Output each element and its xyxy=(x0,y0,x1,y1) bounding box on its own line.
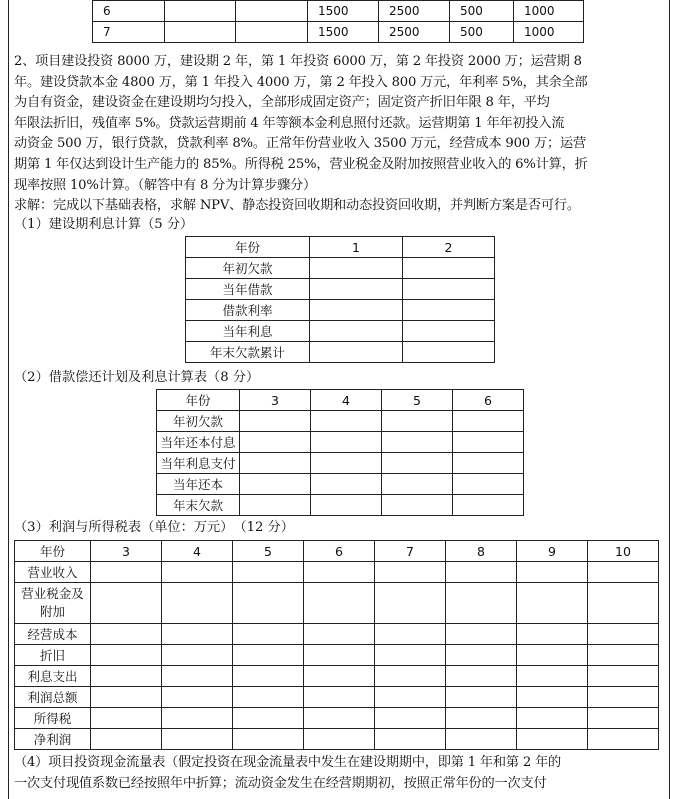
table-cell xyxy=(165,22,236,43)
input-cell[interactable] xyxy=(233,562,304,583)
input-cell[interactable] xyxy=(375,729,446,750)
input-cell[interactable] xyxy=(304,666,375,687)
input-cell[interactable] xyxy=(310,279,403,300)
problem-line: 动资金 500 万，银行贷款，贷款利率 8%。正常年份营业收入 3500 万元，经营成本 900 万；运营 xyxy=(14,136,586,152)
input-cell[interactable] xyxy=(162,645,233,666)
input-cell[interactable] xyxy=(382,411,453,432)
input-cell[interactable] xyxy=(446,645,517,666)
input-cell[interactable] xyxy=(310,258,403,279)
column-header: 3 xyxy=(91,541,162,562)
input-cell[interactable] xyxy=(233,583,304,624)
table-cell: 500 xyxy=(450,22,514,43)
column-header: 4 xyxy=(311,390,382,411)
table-row xyxy=(15,666,659,687)
row-label: 当年还本 xyxy=(157,474,240,495)
section-4-text xyxy=(14,753,664,794)
input-cell[interactable] xyxy=(240,474,311,495)
input-cell[interactable] xyxy=(588,687,659,708)
column-header: 3 xyxy=(240,390,311,411)
input-cell[interactable] xyxy=(375,583,446,624)
table-row xyxy=(157,411,524,432)
table-cell: 1000 xyxy=(514,1,584,22)
table-header-row xyxy=(186,237,495,258)
table-row xyxy=(15,583,659,624)
input-cell[interactable] xyxy=(311,474,382,495)
table-cell: 500 xyxy=(450,1,514,22)
column-header: 7 xyxy=(375,541,446,562)
input-cell[interactable] xyxy=(310,321,403,342)
column-header: 10 xyxy=(588,541,659,562)
table-cell: 1500 xyxy=(308,1,379,22)
input-cell[interactable] xyxy=(517,687,588,708)
column-header: 8 xyxy=(446,541,517,562)
input-cell[interactable] xyxy=(240,495,311,516)
column-header: 1 xyxy=(310,237,403,258)
input-cell[interactable] xyxy=(91,708,162,729)
input-cell[interactable] xyxy=(162,729,233,750)
problem-statement xyxy=(14,52,664,196)
table-cell xyxy=(236,1,308,22)
table-row xyxy=(186,300,495,321)
input-cell[interactable] xyxy=(446,687,517,708)
input-cell[interactable] xyxy=(403,258,495,279)
input-cell[interactable] xyxy=(162,624,233,645)
problem-line: 期第 1 年仅达到设计生产能力的 85%。所得税 25%，营业税金及附加按照营业收入的 6%计算，折 xyxy=(14,156,588,172)
input-cell[interactable] xyxy=(446,666,517,687)
input-cell[interactable] xyxy=(517,708,588,729)
table-row xyxy=(15,645,659,666)
input-cell[interactable] xyxy=(403,300,495,321)
table-cell: 6 xyxy=(93,1,165,22)
row-label: 年初欠款 xyxy=(157,411,240,432)
input-cell[interactable] xyxy=(382,495,453,516)
table-header-row xyxy=(15,541,659,562)
table-row xyxy=(186,258,495,279)
input-cell[interactable] xyxy=(375,624,446,645)
row-label: 年末欠款 xyxy=(157,495,240,516)
profit-tax-table xyxy=(14,540,659,750)
row-label: 所得税 xyxy=(15,708,91,729)
problem-line: 现率按照 10%计算。（解答中有 8 分为计算步骤分） xyxy=(14,177,317,193)
input-cell[interactable] xyxy=(588,562,659,583)
question-line: 求解：完成以下基础表格，求解 NPV、静态投资回收期和动态投资回收期，并判断方案是否可行。 xyxy=(14,198,580,213)
table-cell: 2500 xyxy=(379,1,450,22)
input-cell[interactable] xyxy=(403,279,495,300)
row-label: 当年利息支付 xyxy=(157,453,240,474)
table-row xyxy=(15,687,659,708)
table-row xyxy=(157,453,524,474)
input-cell[interactable] xyxy=(588,708,659,729)
input-cell[interactable] xyxy=(517,583,588,624)
input-cell[interactable] xyxy=(375,645,446,666)
input-cell[interactable] xyxy=(517,666,588,687)
row-label: 经营成本 xyxy=(15,624,91,645)
input-cell[interactable] xyxy=(446,708,517,729)
input-cell[interactable] xyxy=(311,432,382,453)
column-header: 6 xyxy=(304,541,375,562)
table-row xyxy=(157,432,524,453)
input-cell[interactable] xyxy=(375,562,446,583)
table-cell: 1000 xyxy=(514,22,584,43)
table-row xyxy=(186,321,495,342)
row-label: 年末欠款累计 xyxy=(186,342,310,363)
input-cell[interactable] xyxy=(375,666,446,687)
problem-line: 年限法折旧，残值率 5%。贷款运营期前 4 年等额本金利息照付还款。运营期第 1 年年初投入流 xyxy=(14,115,565,131)
input-cell[interactable] xyxy=(310,300,403,321)
row-label: 年初欠款 xyxy=(186,258,310,279)
table-row xyxy=(157,495,524,516)
column-header: 9 xyxy=(517,541,588,562)
input-cell[interactable] xyxy=(162,708,233,729)
input-cell[interactable] xyxy=(403,342,495,363)
input-cell[interactable] xyxy=(446,562,517,583)
input-cell[interactable] xyxy=(91,624,162,645)
column-header: 年份 xyxy=(186,237,310,258)
input-cell[interactable] xyxy=(240,411,311,432)
table-cell xyxy=(165,1,236,22)
table-row xyxy=(186,279,495,300)
input-cell[interactable] xyxy=(162,666,233,687)
input-cell[interactable] xyxy=(91,562,162,583)
section-4-line: 一次支付现值系数已经按照年中折算；流动资金发生在经营期期初，按照正常年份的一次支付 xyxy=(14,775,547,791)
input-cell[interactable] xyxy=(233,645,304,666)
table-row xyxy=(157,474,524,495)
problem-line: 为自有资金，建设资金在建设期均匀投入，全部形成固定资产；固定资产折旧年限 8 年，平均 xyxy=(14,95,550,111)
input-cell[interactable] xyxy=(446,729,517,750)
input-cell[interactable] xyxy=(382,453,453,474)
section-1-title: （1）建设期利息计算（5 分） xyxy=(14,217,194,232)
row-label: 净利润 xyxy=(15,729,91,750)
input-cell[interactable] xyxy=(233,624,304,645)
input-cell[interactable] xyxy=(304,583,375,624)
input-cell[interactable] xyxy=(446,583,517,624)
section-2-title: （2）借款偿还计划及利息计算表（8 分） xyxy=(14,370,260,385)
input-cell[interactable] xyxy=(453,474,524,495)
input-cell[interactable] xyxy=(588,583,659,624)
row-label: 折旧 xyxy=(15,645,91,666)
input-cell[interactable] xyxy=(240,453,311,474)
row-label: 当年借款 xyxy=(186,279,310,300)
input-cell[interactable] xyxy=(588,624,659,645)
input-cell[interactable] xyxy=(311,411,382,432)
input-cell[interactable] xyxy=(517,624,588,645)
row-label: 利息支出 xyxy=(15,666,91,687)
row-label: 营业收入 xyxy=(15,562,91,583)
column-header: 2 xyxy=(403,237,495,258)
input-cell[interactable] xyxy=(162,562,233,583)
input-cell[interactable] xyxy=(304,624,375,645)
input-cell[interactable] xyxy=(91,666,162,687)
input-cell[interactable] xyxy=(304,562,375,583)
input-cell[interactable] xyxy=(91,645,162,666)
input-cell[interactable] xyxy=(588,666,659,687)
input-cell[interactable] xyxy=(162,583,233,624)
input-cell[interactable] xyxy=(233,687,304,708)
input-cell[interactable] xyxy=(304,729,375,750)
input-cell[interactable] xyxy=(588,729,659,750)
input-cell[interactable] xyxy=(240,432,311,453)
problem-line: 年。建设贷款本金 4800 万，第 1 年投入 4000 万，第 2 年投入 800 万元，年利率 5%，其余全部 xyxy=(14,74,588,90)
table-cell: 7 xyxy=(93,22,165,43)
input-cell[interactable] xyxy=(375,687,446,708)
table-row xyxy=(93,1,584,22)
input-cell[interactable] xyxy=(91,687,162,708)
input-cell[interactable] xyxy=(304,708,375,729)
input-cell[interactable] xyxy=(517,645,588,666)
row-label: 借款利率 xyxy=(186,300,310,321)
column-header: 6 xyxy=(453,390,524,411)
section-3-title: （3）利润与所得税表（单位：万元） （12 分） xyxy=(14,520,294,535)
table-row xyxy=(15,729,659,750)
column-header: 年份 xyxy=(157,390,240,411)
column-header: 4 xyxy=(162,541,233,562)
input-cell[interactable] xyxy=(382,432,453,453)
input-cell[interactable] xyxy=(446,624,517,645)
table-row xyxy=(93,22,584,43)
table-header-row xyxy=(157,390,524,411)
input-cell[interactable] xyxy=(310,342,403,363)
input-cell[interactable] xyxy=(91,729,162,750)
section-4-line: （4）项目投资现金流量表（假定投资在现金流量表中发生在建设期期中，即第 1 年和第 2 年的 xyxy=(14,755,562,770)
table-row xyxy=(15,624,659,645)
input-cell[interactable] xyxy=(233,729,304,750)
input-cell[interactable] xyxy=(453,495,524,516)
table-row xyxy=(186,342,495,363)
input-cell[interactable] xyxy=(311,495,382,516)
input-cell[interactable] xyxy=(375,708,446,729)
input-cell[interactable] xyxy=(91,583,162,624)
construction-interest-table xyxy=(185,236,495,363)
column-header: 年份 xyxy=(15,541,91,562)
input-cell[interactable] xyxy=(453,453,524,474)
input-cell[interactable] xyxy=(403,321,495,342)
input-cell[interactable] xyxy=(453,432,524,453)
input-cell[interactable] xyxy=(453,411,524,432)
input-cell[interactable] xyxy=(517,562,588,583)
input-cell[interactable] xyxy=(517,729,588,750)
row-label: 利润总额 xyxy=(15,687,91,708)
input-cell[interactable] xyxy=(382,474,453,495)
table-cell: 2500 xyxy=(379,22,450,43)
loan-repayment-table xyxy=(156,389,524,516)
table-cell: 1500 xyxy=(308,22,379,43)
input-cell[interactable] xyxy=(304,645,375,666)
input-cell[interactable] xyxy=(233,708,304,729)
table-row xyxy=(15,708,659,729)
continued-data-table xyxy=(92,0,584,43)
table-cell xyxy=(236,22,308,43)
row-label: 当年利息 xyxy=(186,321,310,342)
input-cell[interactable] xyxy=(311,453,382,474)
input-cell[interactable] xyxy=(162,687,233,708)
row-label: 当年还本付息 xyxy=(157,432,240,453)
input-cell[interactable] xyxy=(588,645,659,666)
column-header: 5 xyxy=(382,390,453,411)
column-header: 5 xyxy=(233,541,304,562)
table-row xyxy=(15,562,659,583)
input-cell[interactable] xyxy=(304,687,375,708)
problem-line: 2、项目建设投资 8000 万，建设期 2 年，第 1 年投资 6000 万，第 2 年投资 2000 万；运营期 8 xyxy=(14,54,582,69)
input-cell[interactable] xyxy=(233,666,304,687)
row-label: 营业税金及附加 xyxy=(15,583,91,624)
